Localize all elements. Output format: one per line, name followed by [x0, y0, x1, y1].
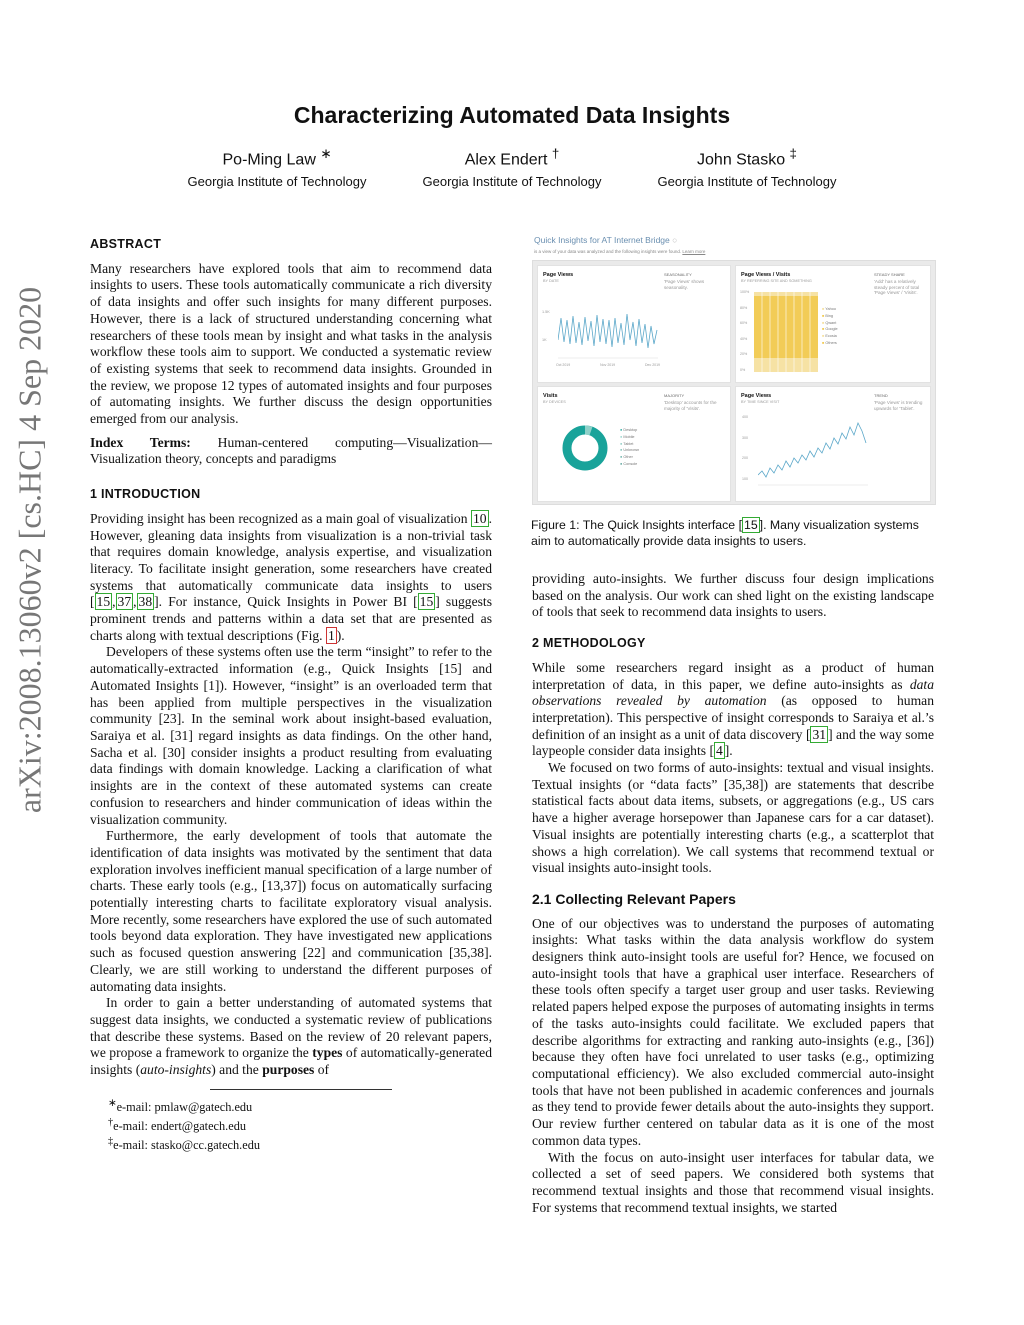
author-mark: †: [551, 146, 560, 161]
intro-paragraph-2: Developers of these systems often use the term “insight” to refer to the automatically-extracted information (e.g., Quick Insights [15] and Automated Insights [1]). However, “insight” is an overloaded term that has been applied from multiple perspectives in the visualization community [23]. In the seminal work about insight-based evaluation, Saraiya et al. [31] regard insights as data findings. On the other hand, Sacha et al. [30] consider insights a product resulting from evaluating data findings with domain knowledge. Lacking a clarification of what insights are in the context of these automated systems can create confusion to researchers and hinder communication of ideas within the visualization community.: [90, 644, 492, 827]
card-note: 'Add' has a relatively steady percent of total 'Page Views' / 'Visits'.: [874, 279, 920, 295]
x-tick: Nov 2019: [600, 363, 616, 367]
legend-label: Other: [623, 455, 633, 460]
citation-link[interactable]: 15: [419, 594, 434, 610]
legend-item: ● Other: [620, 455, 633, 460]
x-tick: Oct 2019: [556, 363, 571, 367]
text-run: types: [312, 1045, 343, 1061]
intro-heading: 1 INTRODUCTION: [90, 487, 201, 502]
seasonality-line-chart: [558, 300, 658, 360]
footnote-text: e-mail: endert@gatech.edu: [113, 1119, 246, 1134]
legend-item: ● Desktop: [620, 428, 638, 432]
text-run: of automatically-generated insights (: [90, 1045, 492, 1078]
text-run: While some researchers regard insight as a product of human interpretation of data, in this paper, we define auto-insights as: [532, 659, 934, 692]
intro-paragraph-1: Providing insight has been recognized as a main goal of visualization 10 . However, gleaning data insights from visualization is a non-trivial task that requires domain knowledge, analysis expertise, and visualization literacy. To facilitate insight generation, some researchers have created systems that automatically communicate data insights to users [ 15 , 37 , 38 ]. For instance, Quick Insights in Power BI [ 15 ] suggests prominent trends and patterns within a data set that are presented as charts along with textual descriptions (Fig. 1 ).: [90, 510, 492, 643]
text-run: ).: [336, 627, 345, 643]
insight-card-trend[interactable]: [735, 386, 931, 502]
y-tick: 0%: [740, 367, 746, 372]
y-tick: 40%: [740, 336, 748, 341]
insight-card-steady-share[interactable]: [735, 265, 931, 383]
y-tick: 60%: [740, 321, 748, 326]
legend-label: Google: [825, 327, 838, 332]
author-mark: ‡: [789, 146, 797, 161]
card-subtitle: BY REFERRING SITE AND SOMETHING: [741, 279, 812, 283]
majority-donut-chart: [560, 423, 610, 473]
card-note-label: STEADY SHARE: [874, 272, 905, 277]
text-run: Providing insight has been recognized as a main goal of visualization: [90, 510, 471, 526]
legend-label: Console: [623, 461, 638, 466]
author-3: [622, 146, 872, 189]
y-tick: 20%: [740, 352, 748, 357]
steady-share-stacked-bars: [754, 292, 818, 372]
intro-paragraph-4: [90, 995, 492, 1079]
subsection-paragraph-1: One of our objectives was to understand the purposes of automating insights: What tasks within the data analysis workflow do system designers think auto-insight tools are useful for? Hence, we focused on auto-insight tools that have a graphical user interface. Researchers of these tools often specify a target user group and user tasks. Reviewing related papers helped expose the purposes of automating insights in terms of the tasks auto-insights could facilitate. We excluded papers that describe algorithms for extracting and ranking auto-insights (e.g., [36]) because they often have foci unrelated to user tasks (e.g., optimizing computational efficiency). We also excluded commercial auto-insight tools that have not been published in academic conferences and journals as they tend to provide fewer details about the auto-insights they support. Our review further centered on tabular data as it is one of the most common data types.: [532, 915, 934, 1148]
arxiv-id: arXiv:2008.13060v2 [cs.HC] 4 Sep 2020: [11, 286, 48, 814]
author-name: John Stasko: [697, 151, 786, 169]
author-affiliation: Georgia Institute of Technology: [657, 174, 837, 190]
author-name: Alex Endert: [464, 151, 548, 169]
y-axis-ticks: [742, 415, 748, 481]
legend-item: ● Tablet: [620, 441, 634, 446]
text-run: . For instance, Quick Insights in Power BI: [158, 594, 414, 610]
chart-legend: [620, 427, 639, 468]
y-tick: 80%: [740, 305, 748, 310]
y-tick: 1K: [542, 338, 547, 342]
text-run: ,: [133, 594, 137, 610]
y-tick: 100%: [740, 290, 750, 294]
legend-label: Mobile: [623, 434, 635, 439]
author-mark: ∗: [320, 146, 332, 161]
app-title: Quick Insights for AT Internet Bridge: [534, 235, 670, 245]
figure-1: [531, 232, 935, 504]
author-affiliation: Georgia Institute of Technology: [187, 174, 367, 190]
card-note-label: MAJORITY: [664, 393, 685, 398]
author-affiliation: Georgia Institute of Technology: [422, 174, 602, 190]
method-paragraph-2: We focused on two forms of auto-insights: textual and visual insights. Textual insights (or “data facts” [35,38]) are statements that describe statistical facts about data items, subsets, or aggregations (e.g., US cars have a higher average horsepower than Japanese cars for a car dataset). Visual insights are potentially interesting charts (e.g., a scatterplot that shows a high correlation). We call systems that recommend textual or visual insights auto-insight tools.: [532, 760, 934, 876]
footnotes: [108, 1096, 408, 1153]
y-tick: 400: [742, 415, 748, 419]
paper-title: Characterizing Automated Data Insights: [293, 102, 731, 128]
footnote-2: [108, 1115, 408, 1134]
legend-item: ■ Bing: [822, 313, 833, 318]
y-tick: 1.5K: [542, 310, 550, 314]
legend-item: ■ Yahoo: [822, 307, 836, 311]
figure-app-title: [534, 235, 677, 245]
y-tick: 200: [742, 456, 748, 461]
card-subtitle: BY DATE: [543, 279, 559, 283]
card-note-label: TREND: [874, 393, 888, 398]
text-run: auto-insights: [140, 1062, 212, 1078]
author-name: Po-Ming Law: [222, 151, 316, 169]
text-run: ,: [112, 594, 116, 610]
author-1: [152, 146, 402, 189]
x-axis-ticks: [556, 363, 660, 367]
text-run: In order to gain a better understanding of automated systems that suggest data insights, we conducted a systematic review of publications that describe these systems. Based on the review of 20 relevant papers, we propose a framework to organize the: [90, 995, 492, 1061]
subsection-paragraph-2: With the focus on auto-insight user interfaces for tabular data, we collected a set of seed papers. We considered both systems that recommend textual insights and those that recommend visual insights. For systems that recommend textual insights, we started: [532, 1149, 934, 1215]
legend-label: Tablet: [623, 441, 634, 446]
text-run: data observations revealed by automation: [532, 676, 934, 709]
legend-label: Others: [825, 340, 837, 345]
citation-link[interactable]: 10: [473, 510, 487, 526]
footnote-1: [108, 1096, 408, 1115]
footnote-text: e-mail: stasko@cc.gatech.edu: [113, 1138, 260, 1153]
legend-item: ■ Others: [822, 340, 837, 345]
abstract-text: Many researchers have explored tools that aim to recommend data insights to users. These tools automatically communicate a rich diversity of data insights and offer such insights for many different purposes. However, there is a lack of structured understanding concerning what researchers of these tools mean by insight and what tasks in the analysis workflow these tools aim to support. We conducted a systematic review of existing systems that seek to recommend data insights. Grounded in the review, we propose 12 types of automated insights and four purposes of automating insights. We further discuss the design opportunities emerged from our analysis.: [90, 260, 492, 427]
figure-caption: Figure 1: The Quick Insights interface [ 15 ]. Many visualization systems aim to automatically provide data insights to users.: [531, 518, 919, 548]
citation-link[interactable]: 4: [715, 743, 723, 759]
legend-label: Ecosia: [825, 334, 837, 339]
right-column: [532, 571, 934, 1216]
text-run: . Many visualization systems aim to automatically provide data insights to users.: [531, 518, 919, 548]
card-title: Visits: [543, 393, 558, 399]
text-run: . However, gleaning data insights from visualization is a non-trivial task that requires domain knowledge, analysis expertise, and visualization literacy. To facilitate insight generation, some researchers have created systems that automatically communicate data insights to users: [90, 510, 492, 593]
citation-link[interactable]: 37: [117, 594, 132, 610]
text-run: Figure 1: The Quick Insights interface: [531, 518, 739, 532]
index-terms-text: Human-centered computing—Visualization—Visualization theory, concepts and paradigms: [90, 434, 492, 467]
y-axis-ticks: [740, 290, 749, 372]
method-paragraph-1: While some researchers regard insight as a product of human interpretation of data, in this paper, we define auto-insights as data observations revealed by automation (as opposed to human interpretation). This perspective of insight corresponds to Saraiya et al.’s definition of an insight as a unit of data discovery [ 31 ] and the way some laypeople consider data insights [ 4 ].: [532, 659, 935, 759]
index-terms: [90, 435, 492, 468]
card-subtitle: BY TIME SINCE VISIT: [741, 400, 780, 404]
legend-item: ■ Google: [822, 327, 838, 332]
text-run: (as opposed to human interpretation). This perspective of insight corresponds to Saraiya et al.’s definition of an insight as a unit of data discovery: [532, 693, 934, 742]
legend-item: ■ Qwant: [822, 320, 837, 325]
arxiv-sidebar: [8, 160, 52, 940]
text-run: and the way some laypeople consider data insights: [532, 726, 935, 759]
footnote-text: e-mail: pmlaw@gatech.edu: [116, 1100, 253, 1115]
app-subtitle: is a view of your data was analyzed and the following insights were found.: [534, 249, 682, 254]
legend-label: Bing: [825, 313, 833, 318]
trend-line-chart: [758, 413, 868, 488]
card-note: 'Desktop' accounts for the majority of 'Visits'.: [664, 400, 717, 411]
intro-paragraph-3: Furthermore, the early development of tools that automate the identification of data insights was motivated by the sentiment that data exploration involves inefficient manual specification of a large number of charts. These early tools (e.g., [13,37]) focus on automatically surfacing potentially interesting charts to facilitate exploratory visual analysis. More recently, some researchers have explored the use of such automated tools beyond data exploration. They have investigated new applications such as focused question answering [22] and communication [35,38]. Clearly, we are still working to understand the different purposes of automating data insights.: [90, 828, 492, 994]
card-note-label: SEASONALITY: [664, 272, 692, 277]
text-run: purposes: [262, 1062, 315, 1078]
card-title: Page Views / Visits: [741, 272, 791, 278]
card-title: Page Views: [543, 272, 574, 278]
insight-card-seasonality[interactable]: [537, 265, 731, 383]
legend-item: ● Unknown: [620, 448, 640, 453]
footnote-mark: ∗: [108, 1098, 117, 1109]
legend-label: Yahoo: [825, 307, 836, 311]
citation-link[interactable]: 15: [96, 594, 111, 610]
subsection-heading: 2.1 Collecting Relevant Papers: [532, 890, 736, 907]
text-run: of: [314, 1062, 330, 1078]
citation-link[interactable]: 38: [138, 594, 153, 610]
left-column: [90, 226, 492, 1079]
legend-item: ● Console: [620, 461, 638, 466]
footnote-mark: †: [108, 1117, 114, 1129]
legend-label: Desktop: [623, 428, 638, 432]
card-note: 'Page Views' shows seasonality.: [664, 279, 705, 290]
abstract-heading: ABSTRACT: [90, 237, 162, 251]
footnote-3: [108, 1134, 408, 1153]
figure-link[interactable]: 1: [327, 627, 335, 643]
footnote-mark: ‡: [108, 1136, 114, 1148]
author-2: [387, 146, 637, 189]
x-tick: Dec 2019: [645, 363, 660, 367]
card-title: Page Views: [741, 393, 772, 399]
figure-app-subtitle: [534, 249, 705, 254]
legend-label: Qwant: [825, 320, 837, 325]
citation-link[interactable]: 15: [743, 518, 758, 532]
card-subtitle: BY DEVICES: [543, 400, 566, 404]
refresh-icon: ○: [672, 235, 678, 245]
methodology-heading: 2 METHODOLOGY: [532, 636, 646, 651]
chart-legend: [822, 306, 838, 347]
right-paragraph-0: providing auto-insights. We further discuss four design implications based on the analysis. Our work can shed light on the existing landscape of tools that seek to recommend data insights to users.: [532, 571, 934, 620]
footnote-rule: [210, 1089, 392, 1090]
y-tick: 300: [742, 435, 748, 440]
y-tick: 100: [742, 476, 748, 481]
citation-link[interactable]: 31: [812, 726, 827, 742]
legend-item: ● Mobile: [620, 434, 635, 439]
legend-item: ■ Ecosia: [822, 334, 837, 339]
text-run: ) and the: [211, 1062, 263, 1078]
card-note: 'Page Views' is trending upwards for 'Tablet'.: [874, 400, 923, 411]
legend-label: Unknown: [623, 448, 640, 453]
text-run: suggests prominent trends and patterns within a data set that are presented as charts along with textual descriptions (Fig.: [90, 594, 492, 643]
insight-card-majority[interactable]: [537, 386, 731, 502]
text-run: .: [729, 743, 733, 759]
learn-more-link[interactable]: Learn more: [682, 249, 706, 254]
index-terms-label: Index Terms:: [90, 434, 191, 450]
